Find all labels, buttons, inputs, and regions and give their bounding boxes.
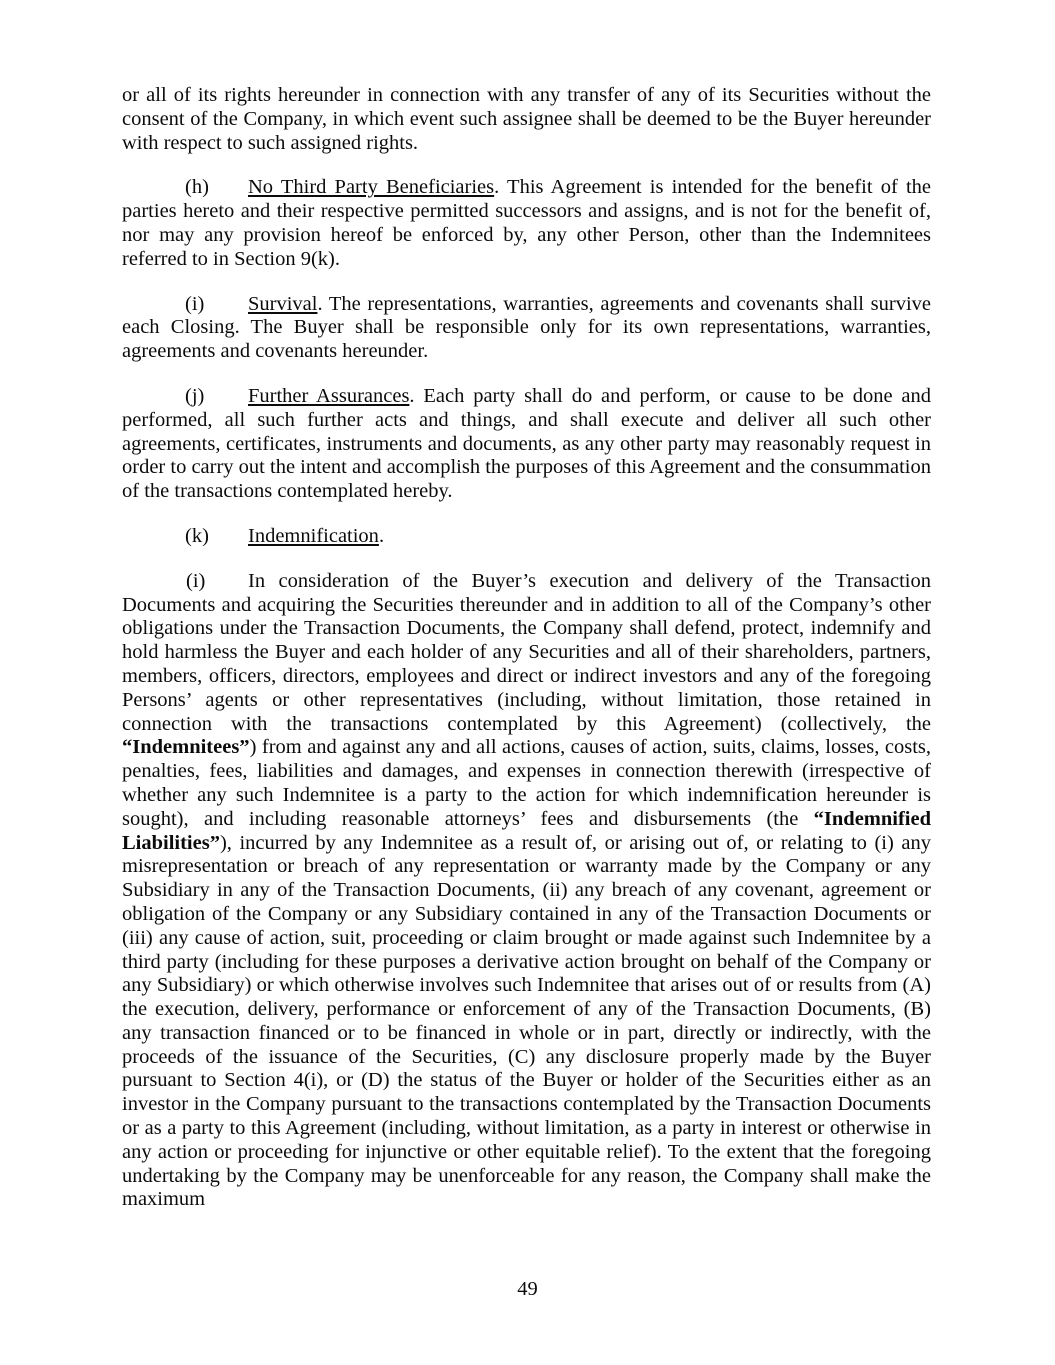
subsection-k-i (122, 570, 931, 1213)
section-body: . Each party shall do and perform, or cause to be done and performed, all such further acts and things, and shall execute and deliver all such other agreements, certificates, instruments and documents, as any other party may reasonably request in order to carry out the intent and accomplish the purposes of this Agreement and the consummation of the transactions contemplated hereby. (122, 384, 931, 503)
page-number: 49 (517, 1278, 538, 1300)
section-label: (h) (185, 176, 209, 199)
section-heading: No Third Party Beneficiaries (248, 176, 495, 199)
defined-term-indemnified-liabilities: “Indemnified Liabilities” (122, 807, 931, 854)
section-heading: Further Assurances (248, 384, 410, 407)
section-j (122, 385, 931, 504)
subsection-text: ), incurred by any Indemnitee as a result of, or arising out of, or relating to (i) any misrepresentation or breach of any representation or warranty made by the Company or any Subsidiary in any of the Transaction Documents, (ii) any breach of any covenant, agreement or obligation of the Company or any Subsidiary contained in any of the Transaction Documents or (iii) any cause of action, suit, proceeding or claim brought or made against such Indemnitee by a third party (including for these purposes a derivative action brought on behalf of the Company or any Subsidiary) or which otherwise involves such Indemnitee that arises out of or results from (A) the execution, delivery, performance or enforcement of any of the Transaction Documents, (B) any transaction financed or to be financed in whole or in part, directly or indirectly, with the proceeds of the issuance of the Securities, (C) any disclosure properly made by the Buyer pursuant to Section 4(i), or (D) the status of the Buyer or holder of the Securities either as an investor in the Company pursuant to the transactions contemplated by the Transaction Documents or as a party to this Agreement (including, without limitation, as a party in interest or otherwise in any action or proceeding for injunctive or other equitable relief). To the extent that the foregoing undertaking by the Company may be unenforceable for any reason, the Company shall make the maximum (122, 831, 931, 1211)
section-label: (i) (185, 292, 205, 315)
defined-term-indemnitees: “Indemnitees” (122, 736, 250, 759)
section-label: (k) (185, 524, 209, 547)
section-h (122, 176, 931, 271)
subsection-label: (i) (186, 569, 206, 592)
section-body: . The representations, warranties, agreements and covenants shall survive each Closing. The Buyer shall be responsible only for its own representations, warranties, agreements and covenants hereunder. (122, 292, 931, 363)
subsection-text: In consideration of the Buyer’s execution and delivery of the Transaction Documents and acquiring the Securities thereunder and in addition to all of the Company’s other obligations under the Transaction Documents, the Company shall defend, protect, indemnify and hold harmless the Buyer and each holder of any Securities and all of their shareholders, partners, members, officers, directors, employees and direct or indirect investors and any of the foregoing Persons’ agents or other representatives (including, without limitation, those retained in connection with the transactions contemplated by this Agreement) (collectively, the (122, 569, 931, 735)
subsection-text: ) from and against any and all actions, causes of action, suits, claims, losses, costs, penalties, fees, liabilities and damages, and expenses in connection therewith (irrespective of whether any such Indemnitee is a party to the action for which indemnification hereunder is sought), and including reasonable attorneys’ fees and disbursements (the (122, 736, 931, 830)
section-label: (j) (185, 384, 205, 407)
section-body: . This Agreement is intended for the benefit of the parties hereto and their respective permitted successors and assigns, and is not for the benefit of, nor may any provision hereof be enforced by, any other Person, other than the Indemnitees referred to in Section 9(k). (122, 176, 932, 270)
section-i (122, 293, 931, 364)
paragraph-continuation (122, 84, 931, 155)
section-heading: Indemnification (248, 524, 379, 547)
section-body: . (378, 524, 385, 547)
section-k (122, 525, 931, 549)
section-heading: Survival (248, 292, 318, 315)
paragraph-text: or all of its rights hereunder in connection with any transfer of any of its Securities without the consent of the Company, in which event such assignee shall be deemed to be the Buyer hereunder with respect to such assigned rights. (122, 84, 931, 154)
